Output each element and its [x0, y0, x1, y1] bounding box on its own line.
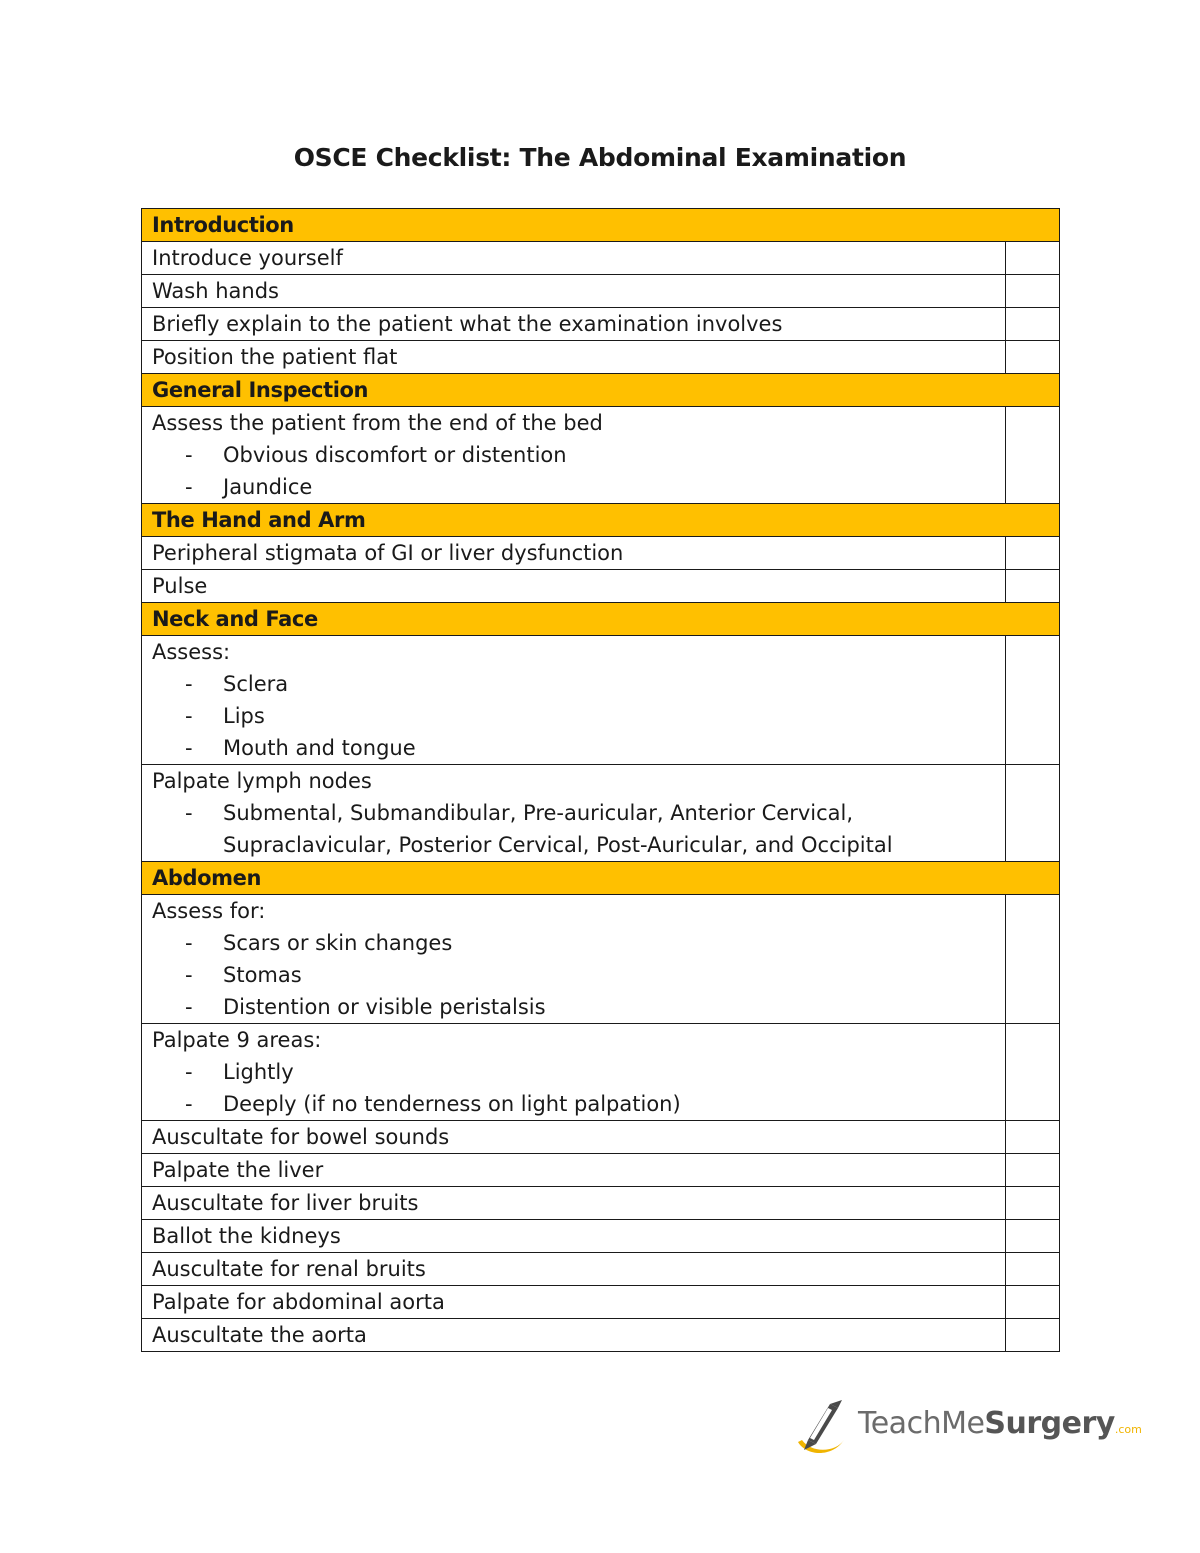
checklist-row	[142, 407, 1060, 504]
checklist-item-text: Auscultate for bowel sounds	[152, 1125, 450, 1149]
checklist-row	[142, 765, 1060, 862]
bullet-dash: -	[185, 1060, 193, 1084]
checklist-subitem	[152, 991, 1005, 1023]
checklist-row	[142, 1024, 1060, 1121]
checklist-row	[142, 341, 1060, 374]
bullet-dash: -	[185, 475, 193, 499]
checkbox-cell[interactable]	[1006, 1154, 1060, 1187]
checklist-item-cell	[142, 570, 1006, 603]
bullet-dash: -	[185, 736, 193, 760]
checklist-item-cell	[142, 765, 1006, 862]
checklist-item-text: Palpate the liver	[152, 1158, 324, 1182]
checklist-item-text: Assess:	[152, 640, 231, 664]
checkbox-cell[interactable]	[1006, 1286, 1060, 1319]
checklist-item-text: Ballot the kidneys	[152, 1224, 341, 1248]
checklist-row	[142, 537, 1060, 570]
checklist-item-text: Auscultate the aorta	[152, 1323, 367, 1347]
checklist-item-text: Wash hands	[152, 279, 279, 303]
checklist-item-cell	[142, 1286, 1006, 1319]
subitem-text: Lips	[223, 704, 265, 728]
section-header-row	[142, 374, 1060, 407]
checklist-item-cell	[142, 407, 1006, 504]
checklist-item-text: Introduce yourself	[152, 246, 343, 270]
bullet-dash: -	[185, 672, 193, 696]
checkbox-cell[interactable]	[1006, 895, 1060, 1024]
checklist-item-cell	[142, 1024, 1006, 1121]
checklist-subitem	[152, 797, 1005, 861]
checklist-row	[142, 1154, 1060, 1187]
checklist-item-text: Palpate for abdominal aorta	[152, 1290, 445, 1314]
scalpel-swoosh-icon	[788, 1394, 854, 1460]
checkbox-cell[interactable]	[1006, 242, 1060, 275]
section-header-row	[142, 603, 1060, 636]
checklist-subitem	[152, 927, 1005, 959]
checkbox-cell[interactable]	[1006, 1220, 1060, 1253]
checklist-subitem	[152, 959, 1005, 991]
checklist-item-text: Auscultate for liver bruits	[152, 1191, 419, 1215]
bullet-dash: -	[185, 995, 193, 1019]
checklist-item-text: Pulse	[152, 574, 208, 598]
section-heading: Introduction	[142, 209, 1060, 242]
checklist-item-text: Assess the patient from the end of the bed	[152, 411, 603, 435]
checklist-row	[142, 1286, 1060, 1319]
logo-wordmark	[858, 1406, 1142, 1441]
checklist-item-text: Palpate 9 areas:	[152, 1028, 322, 1052]
logo-strong: Surgery	[984, 1406, 1115, 1441]
section-header-row	[142, 209, 1060, 242]
subitem-text: Mouth and tongue	[223, 736, 416, 760]
checklist-item-cell	[142, 1154, 1006, 1187]
checklist-item-text: Assess for:	[152, 899, 266, 923]
checklist-item-cell	[142, 341, 1006, 374]
checkbox-cell[interactable]	[1006, 308, 1060, 341]
teachmesurgery-logo	[788, 1394, 1142, 1464]
section-header-row	[142, 862, 1060, 895]
checkbox-cell[interactable]	[1006, 1253, 1060, 1286]
bullet-dash: -	[185, 704, 193, 728]
bullet-dash: -	[185, 963, 193, 987]
checklist-subitem	[152, 732, 1005, 764]
checklist-row	[142, 570, 1060, 603]
checkbox-cell[interactable]	[1006, 1319, 1060, 1352]
checklist-item-cell	[142, 242, 1006, 275]
checklist-row	[142, 242, 1060, 275]
checklist-item-cell	[142, 895, 1006, 1024]
checklist-item-cell	[142, 308, 1006, 341]
bullet-dash: -	[185, 931, 193, 955]
checklist-row	[142, 1319, 1060, 1352]
checklist-item-cell	[142, 1187, 1006, 1220]
section-heading: Abdomen	[142, 862, 1060, 895]
subitem-text: Lightly	[223, 1060, 294, 1084]
checklist-item-cell	[142, 537, 1006, 570]
checkbox-cell[interactable]	[1006, 407, 1060, 504]
checklist-row	[142, 275, 1060, 308]
logo-suffix: .com	[1114, 1423, 1142, 1436]
subitem-text: Submental, Submandibular, Pre-auricular, Anterior Cervical, Supraclavicular, Posterior Cervical, Post-Auricular, and Occipital	[223, 801, 893, 857]
subitem-text: Sclera	[223, 672, 289, 696]
checklist-item-cell	[142, 275, 1006, 308]
subitem-text: Obvious discomfort or distention	[223, 443, 567, 467]
checklist-subitem	[152, 1056, 1005, 1088]
section-heading: Neck and Face	[142, 603, 1060, 636]
checklist-subitem	[152, 700, 1005, 732]
checkbox-cell[interactable]	[1006, 570, 1060, 603]
checkbox-cell[interactable]	[1006, 1121, 1060, 1154]
checklist-item-cell	[142, 636, 1006, 765]
subitem-text: Distention or visible peristalsis	[223, 995, 546, 1019]
section-heading: The Hand and Arm	[142, 504, 1060, 537]
checklist-subitem	[152, 471, 1005, 503]
subitem-text: Stomas	[223, 963, 302, 987]
checklist-subitem	[152, 439, 1005, 471]
checkbox-cell[interactable]	[1006, 275, 1060, 308]
subitem-text: Deeply (if no tenderness on light palpation)	[223, 1092, 681, 1116]
checklist-row	[142, 1187, 1060, 1220]
checkbox-cell[interactable]	[1006, 537, 1060, 570]
checklist-subitem	[152, 1088, 1005, 1120]
page-title: OSCE Checklist: The Abdominal Examination	[293, 143, 907, 172]
section-heading: General Inspection	[142, 374, 1060, 407]
checklist-item-cell	[142, 1121, 1006, 1154]
checklist-table	[141, 208, 1060, 1352]
checklist-item-cell	[142, 1319, 1006, 1352]
logo-prefix: TeachMe	[858, 1406, 985, 1441]
checklist-item-text: Auscultate for renal bruits	[152, 1257, 426, 1281]
checkbox-cell[interactable]	[1006, 1024, 1060, 1121]
checklist-item-cell	[142, 1220, 1006, 1253]
checklist-subitem	[152, 668, 1005, 700]
checklist-item-cell	[142, 1253, 1006, 1286]
checklist-row	[142, 1220, 1060, 1253]
subitem-text: Scars or skin changes	[223, 931, 453, 955]
checklist-item-text: Peripheral stigmata of GI or liver dysfunction	[152, 541, 624, 565]
checklist-row	[142, 1253, 1060, 1286]
checklist-row	[142, 308, 1060, 341]
checklist-row	[142, 1121, 1060, 1154]
checkbox-cell[interactable]	[1006, 765, 1060, 862]
checklist-item-text: Briefly explain to the patient what the examination involves	[152, 312, 783, 336]
subitem-text: Jaundice	[223, 475, 313, 499]
checklist-row	[142, 895, 1060, 1024]
checklist-item-text: Palpate lymph nodes	[152, 769, 372, 793]
checklist-row	[142, 636, 1060, 765]
section-header-row	[142, 504, 1060, 537]
bullet-dash: -	[185, 801, 193, 825]
checklist-body	[142, 209, 1060, 1352]
bullet-dash: -	[185, 1092, 193, 1116]
checkbox-cell[interactable]	[1006, 636, 1060, 765]
checklist-item-text: Position the patient flat	[152, 345, 398, 369]
bullet-dash: -	[185, 443, 193, 467]
checkbox-cell[interactable]	[1006, 341, 1060, 374]
checkbox-cell[interactable]	[1006, 1187, 1060, 1220]
